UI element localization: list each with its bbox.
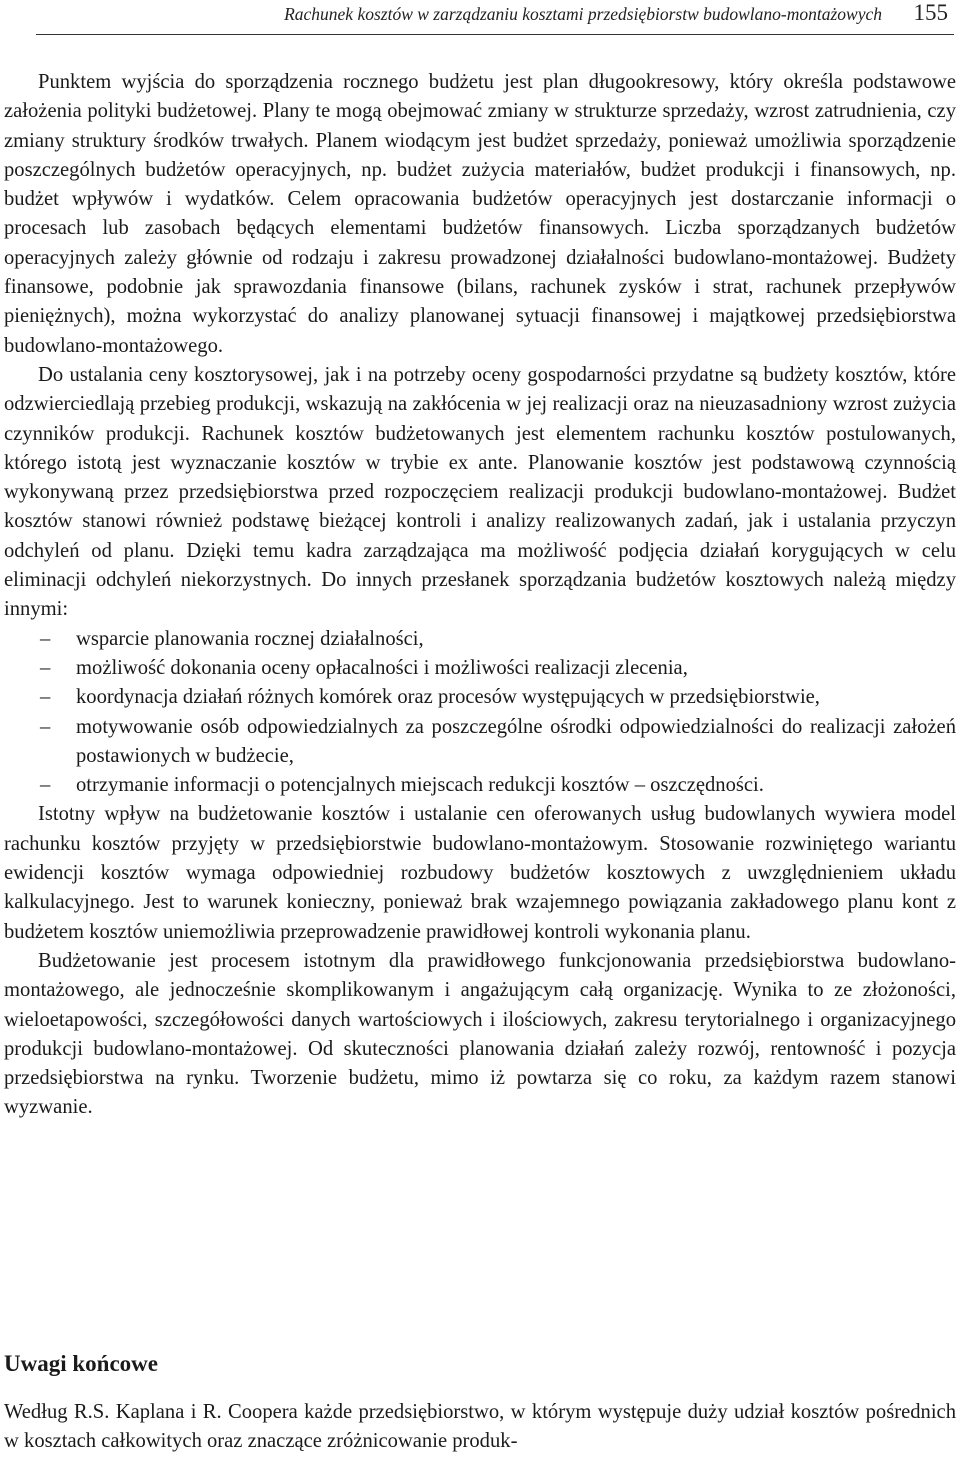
- dash-marker: –: [40, 774, 51, 797]
- section-body: [4, 1398, 956, 1457]
- list-item-text: motywowanie osób odpowiedzialnych za poszczególne ośrodki odpowiedzialności do realizacji założeń postawionych w budżecie,: [76, 715, 956, 767]
- running-title: Rachunek kosztów w zarządzaniu kosztami przedsiębiorstw budowlano-montażowych: [284, 4, 882, 24]
- list-item-text: wsparcie planowania rocznej działalności,: [76, 627, 424, 650]
- dash-marker: –: [40, 656, 51, 679]
- section-heading: Uwagi końcowe: [4, 1351, 158, 1376]
- list-item-text: otrzymanie informacji o potencjalnych miejscach redukcji kosztów – oszczędności.: [76, 774, 764, 797]
- paragraph: Punktem wyjścia do sporządzenia rocznego budżetu jest plan długookresowy, który określa podstawowe założenia polityki budżetowej. Plany te mogą obejmować zmiany w strukturze sprzedaży, wzrost zatrudnienia, czy zmiany struktury środków trwałych. Planem wiodącym jest budżet sprzedaży, ponieważ umożliwia sporządzenie poszczególnych budżetów operacyjnych, np. budżet zużycia materiałów, budżet produkcji i finansowych, np. budżet wpływów i wydatków. Celem opracowania budżetów operacyjnych jest dostarczanie informacji o procesach lub zasobach będących elementami budżetów finansowych. Liczba sporządzanych budżetów operacyjnych zależy głównie od rodzaju i zakresu prowadzonej działalności budowlano-montażowej. Budżety finansowe, podobnie jak sprawozdania finansowe (bilans, rachunek zysków i strat, rachunek przepływów pieniężnych), można wykorzystać do analizy planowanej sytuacji finansowej i majątkowej przedsiębiorstwa budowlano-montażowego.: [4, 71, 956, 357]
- list-item-text: koordynacja działań różnych komórek oraz procesów występujących w przedsiębiorstwie,: [76, 686, 820, 709]
- dash-marker: –: [40, 627, 51, 650]
- page-number: 155: [913, 0, 948, 25]
- running-header: [36, 0, 954, 35]
- body-text: [4, 68, 956, 1123]
- paragraph: Według R.S. Kaplana i R. Coopera każde przedsiębiorstwo, w którym występuje duży udział kosztów pośrednich w kosztach całkowitych oraz znaczące zróżnicowanie produk-: [4, 1401, 956, 1453]
- list-item: [4, 683, 956, 712]
- paragraph: Budżetowanie jest procesem istotnym dla prawidłowego funkcjonowania przedsiębiorstwa budowlano-montażowego, ale jednocześnie skomplikowanym i angażującym całą organizację. Wynika to ze złożoności, wieloetapowości, szczegółowości danych wartościowych i ilościowych, zakresu terytorialnego i organizacyjnego produkcji budowlano-montażowej. Od skuteczności planowania działań zależy rozwój, rentowność i pozycja przedsiębiorstwa na rynku. Tworzenie budżetu, mimo iż powtarza się co roku, za każdym razem stanowi wyzwanie.: [4, 949, 956, 1119]
- list-item: [4, 771, 956, 800]
- list-item: [4, 713, 956, 772]
- list-item-text: możliwość dokonania oceny opłacalności i możliwości realizacji zlecenia,: [76, 656, 688, 679]
- paragraph: Do ustalania ceny kosztorysowej, jak i na potrzeby oceny gospodarności przydatne są budżety kosztów, które odzwierciedlają przebieg produkcji, wskazują na zakłócenia w jej realizacji oraz na nieuzasadniony wzrost zużycia czynników produkcji. Rachunek kosztów budżetowanych jest elementem rachunku kosztów postulowanych, którego istotą jest wyznaczanie kosztów w trybie ex ante. Planowanie kosztów jest podstawową czynnością wykonywaną przez przedsiębiorstwa przed rozpoczęciem realizacji produkcji budowlano-montażowej. Budżet kosztów stanowi również podstawę bieżącej kontroli i analizy realizowanych zadań, jak i ustalania przyczyn odchyleń od planu. Dzięki temu kadra zarządzająca ma możliwość podjęcia działań korygujących w celu eliminacji odchyleń niekorzystnych. Do innych przesłanek sporządzania budżetów kosztowych należą między innymi:: [4, 363, 956, 621]
- bullet-list: [4, 625, 956, 801]
- dash-marker: –: [40, 686, 51, 709]
- dash-marker: –: [40, 715, 51, 738]
- paragraph: Istotny wpływ na budżetowanie kosztów i ustalanie cen oferowanych usług budowlanych wywiera model rachunku kosztów przyjęty w przedsiębiorstwie budowlano-montażowym. Stosowanie rozwiniętego wariantu ewidencji kosztów wymaga odpowiedniej rozbudowy budżetów kosztowych z uwzględnieniem układu kalkulacyjnego. Jest to warunek konieczny, ponieważ brak wzajemnego powiązania zakładowego planu kont z budżetem kosztów uniemożliwia przeprowadzenie prawidłowej kontroli wykonania planu.: [4, 803, 956, 943]
- list-item: [4, 654, 956, 683]
- list-item: [4, 625, 956, 654]
